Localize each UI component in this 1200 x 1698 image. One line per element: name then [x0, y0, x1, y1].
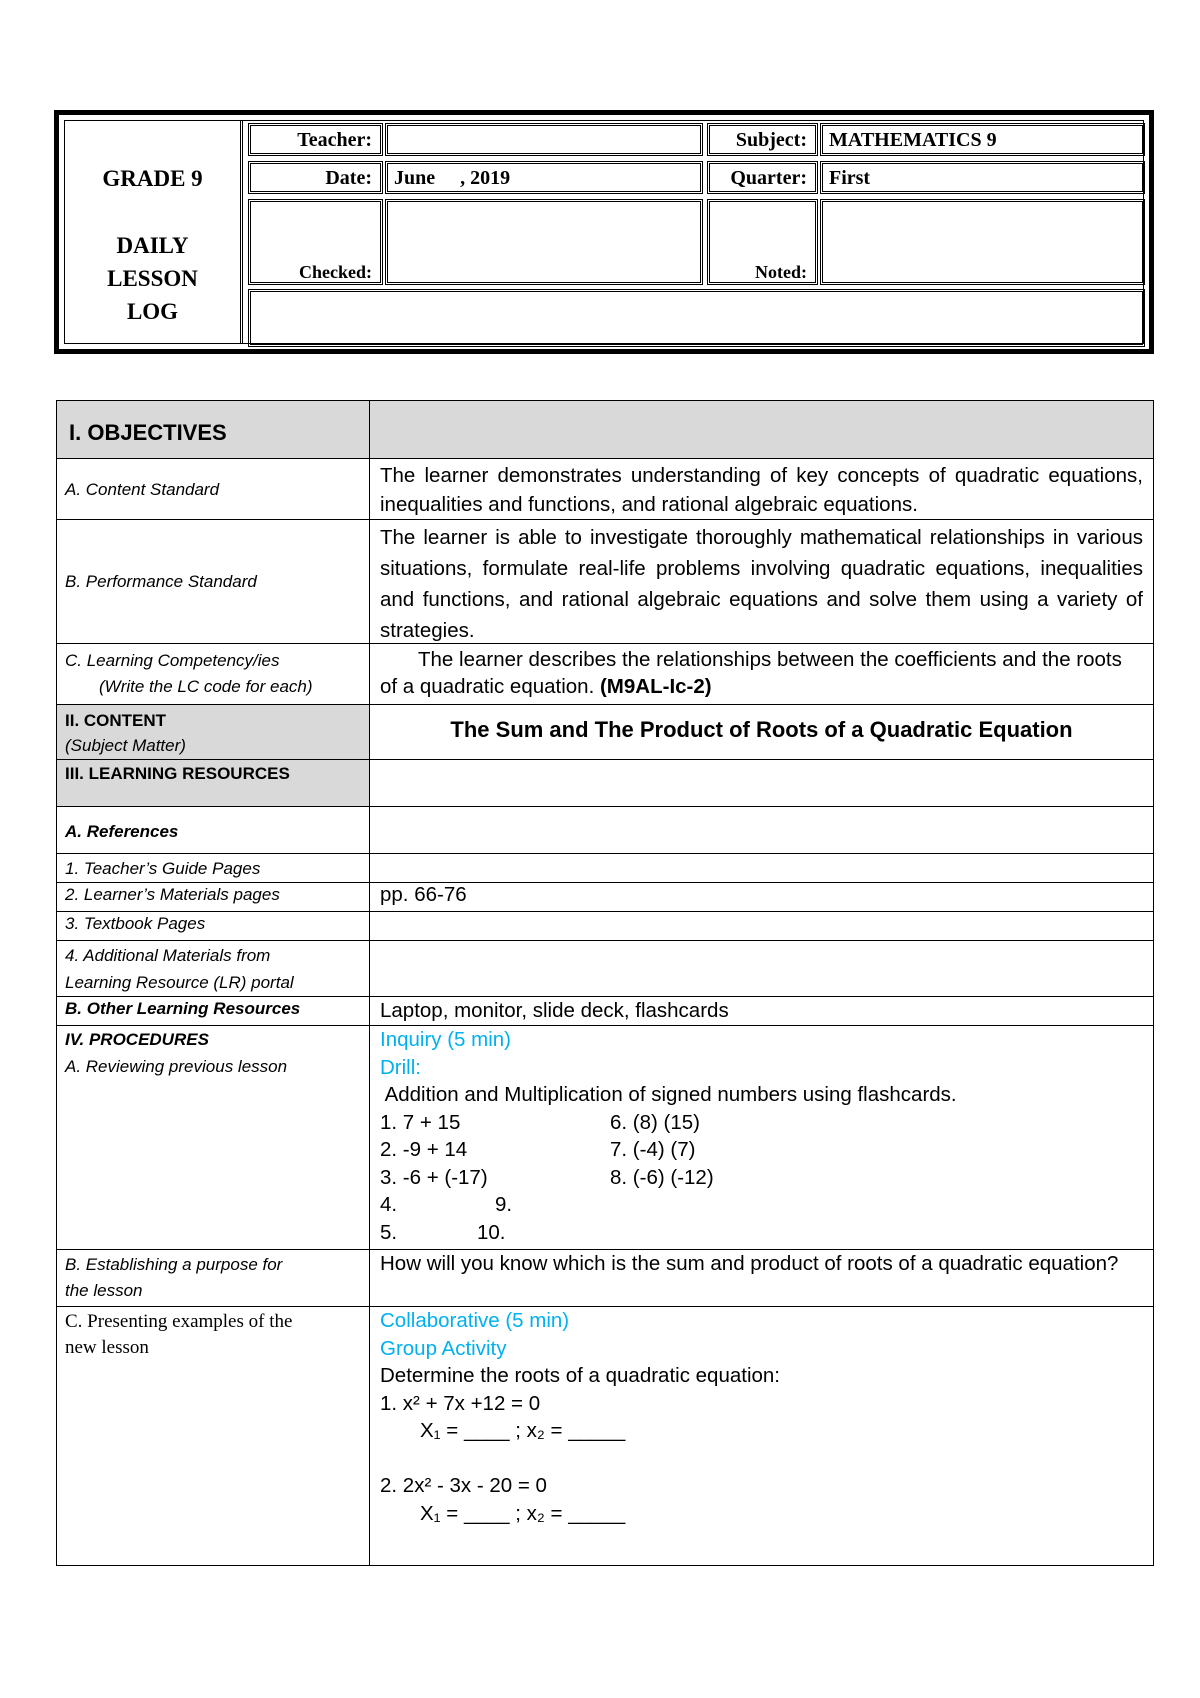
competency-code: (M9AL-Ic-2)	[599, 675, 712, 698]
teacher-label: Teacher:	[248, 123, 383, 156]
performance-standard-text: The learner is able to investigate thoroughly mathematical relationships in various situations, formulate real-life problems involving quadratic equations, inequalities and functions, and rational algebraic equations and solve them using a variety of strategies.	[380, 526, 1143, 642]
grade-title: GRADE 9	[102, 166, 203, 191]
quarter-field[interactable]: First	[820, 161, 1145, 194]
drill-item-row	[380, 1219, 1143, 1247]
drill-item: 2. -9 + 14	[380, 1138, 468, 1161]
teacher-field[interactable]	[385, 123, 703, 156]
content-row	[57, 705, 1153, 760]
reviewing-label: A. Reviewing previous lesson	[65, 1057, 288, 1076]
inquiry-heading: Inquiry (5 min)	[380, 1028, 512, 1051]
reviewing-content	[370, 1026, 1153, 1249]
group-activity-heading: Group Activity	[380, 1336, 507, 1360]
objectives-heading: I. OBJECTIVES	[57, 401, 370, 458]
textbook-row	[57, 912, 1153, 941]
drill-item: 5.	[380, 1220, 398, 1244]
drill-item: 10.	[477, 1220, 506, 1244]
references-label: A. References	[57, 807, 370, 853]
checked-label: Checked:	[248, 199, 383, 285]
references-value	[370, 807, 1153, 853]
drill-item: 8. (-6) (-12)	[610, 1165, 714, 1189]
additional-label-cell	[57, 941, 370, 996]
textbook-value	[370, 912, 1153, 940]
purpose-row	[57, 1250, 1153, 1307]
remarks-field[interactable]	[248, 289, 1145, 347]
tg-label: 1. Teacher’s Guide Pages	[57, 854, 370, 882]
drill-item: 7. (-4) (7)	[610, 1138, 696, 1161]
header-box	[54, 110, 1154, 354]
competency-label-cell	[57, 644, 370, 704]
drill-item: 6. (8) (15)	[610, 1110, 700, 1134]
presenting-row	[57, 1307, 1153, 1565]
drill-item: 3. -6 + (-17)	[380, 1165, 488, 1189]
presenting-label: new lesson	[65, 1337, 149, 1358]
content-standard-label: A. Content Standard	[57, 459, 370, 519]
competency-row	[57, 644, 1153, 705]
determine-instruction: Determine the roots of a quadratic equation:	[380, 1364, 780, 1387]
drill-description: Addition and Multiplication of signed numbers using flashcards.	[380, 1083, 957, 1106]
objectives-row	[57, 401, 1153, 459]
additional-row	[57, 941, 1153, 997]
lm-value: pp. 66-76	[380, 883, 467, 906]
competency-text: The learner describes the relationships between the coefficients and the roots of a quadratic equation.	[380, 648, 1122, 698]
reviewing-label-cell	[57, 1026, 370, 1249]
additional-value	[370, 941, 1153, 996]
drill-item-row	[380, 1109, 1143, 1137]
presenting-content	[370, 1307, 1153, 1565]
drill-heading: Drill:	[380, 1055, 421, 1079]
drill-item: 9.	[495, 1193, 513, 1216]
quarter-label: Quarter:	[707, 161, 818, 194]
equation-2-roots: X₁ = ____ ; x₂ = _____	[420, 1501, 626, 1525]
content-sublabel: (Subject Matter)	[65, 736, 186, 755]
textbook-label: 3. Textbook Pages	[57, 912, 370, 940]
additional-label: Learning Resource (LR) portal	[65, 973, 294, 992]
tg-row	[57, 854, 1153, 883]
competency-label: C. Learning Competency/ies	[65, 651, 280, 670]
other-resources-row	[57, 997, 1153, 1026]
purpose-text: How will you know which is the sum and product of roots of a quadratic equation?	[380, 1252, 1119, 1275]
purpose-label: the lesson	[65, 1281, 143, 1300]
log-title-line: LESSON	[107, 266, 198, 291]
reviewing-row	[57, 1026, 1153, 1250]
spacer	[380, 1445, 1143, 1473]
collaborative-heading: Collaborative (5 min)	[380, 1309, 570, 1332]
competency-text-cell	[370, 644, 1153, 704]
lesson-table	[56, 400, 1154, 1566]
subject-field[interactable]: MATHEMATICS 9	[820, 123, 1145, 156]
equation-1: 1. x² + 7x +12 = 0	[380, 1391, 541, 1415]
purpose-label: B. Establishing a purpose for	[65, 1255, 283, 1274]
log-title-line: DAILY	[116, 233, 189, 258]
objectives-value	[370, 401, 1153, 458]
header-inner	[64, 120, 1144, 344]
drill-item: 1. 7 + 15	[380, 1110, 461, 1134]
resources-value	[370, 760, 1153, 806]
tg-value	[370, 854, 1153, 882]
checked-field[interactable]	[385, 199, 703, 285]
drill-item-row	[380, 1136, 1143, 1164]
equation-2: 2. 2x² - 3x - 20 = 0	[380, 1474, 547, 1497]
noted-field[interactable]	[820, 199, 1145, 285]
date-label: Date:	[248, 161, 383, 194]
drill-item-row	[380, 1191, 1143, 1219]
content-label-cell	[57, 705, 370, 759]
resources-row	[57, 760, 1153, 807]
resources-label: III. LEARNING RESOURCES	[57, 760, 370, 806]
content-standard-row	[57, 459, 1153, 520]
additional-label: 4. Additional Materials from	[65, 946, 271, 965]
content-topic: The Sum and The Product of Roots of a Quadratic Equation	[450, 717, 1073, 742]
drill-item: 4.	[380, 1193, 398, 1216]
lm-row	[57, 883, 1153, 912]
header-left-panel	[65, 121, 243, 343]
performance-standard-label: B. Performance Standard	[57, 520, 370, 643]
lm-label: 2. Learner’s Materials pages	[57, 883, 370, 911]
content-standard-text: The learner demonstrates understanding of key concepts of quadratic equations, inequalities and functions, and rational algebraic equations.	[380, 464, 1143, 516]
purpose-label-cell	[57, 1250, 370, 1306]
drill-item-row	[380, 1164, 1143, 1192]
subject-label: Subject:	[707, 123, 818, 156]
equation-1-roots: X₁ = ____ ; x₂ = _____	[420, 1419, 626, 1442]
presenting-label-cell	[57, 1307, 370, 1565]
competency-sublabel: (Write the LC code for each)	[99, 677, 313, 696]
presenting-label: C. Presenting examples of the	[65, 1311, 293, 1332]
log-title-line: LOG	[126, 299, 179, 324]
content-label: II. CONTENT	[65, 711, 167, 730]
noted-label: Noted:	[707, 199, 818, 285]
other-resources-label: B. Other Learning Resources	[57, 997, 370, 1025]
procedures-label: IV. PROCEDURES	[65, 1030, 209, 1049]
references-row	[57, 807, 1153, 854]
log-title	[65, 229, 240, 328]
date-field[interactable]: June , 2019	[385, 161, 703, 194]
performance-standard-row	[57, 520, 1153, 644]
other-resources-value: Laptop, monitor, slide deck, flashcards	[380, 999, 729, 1022]
